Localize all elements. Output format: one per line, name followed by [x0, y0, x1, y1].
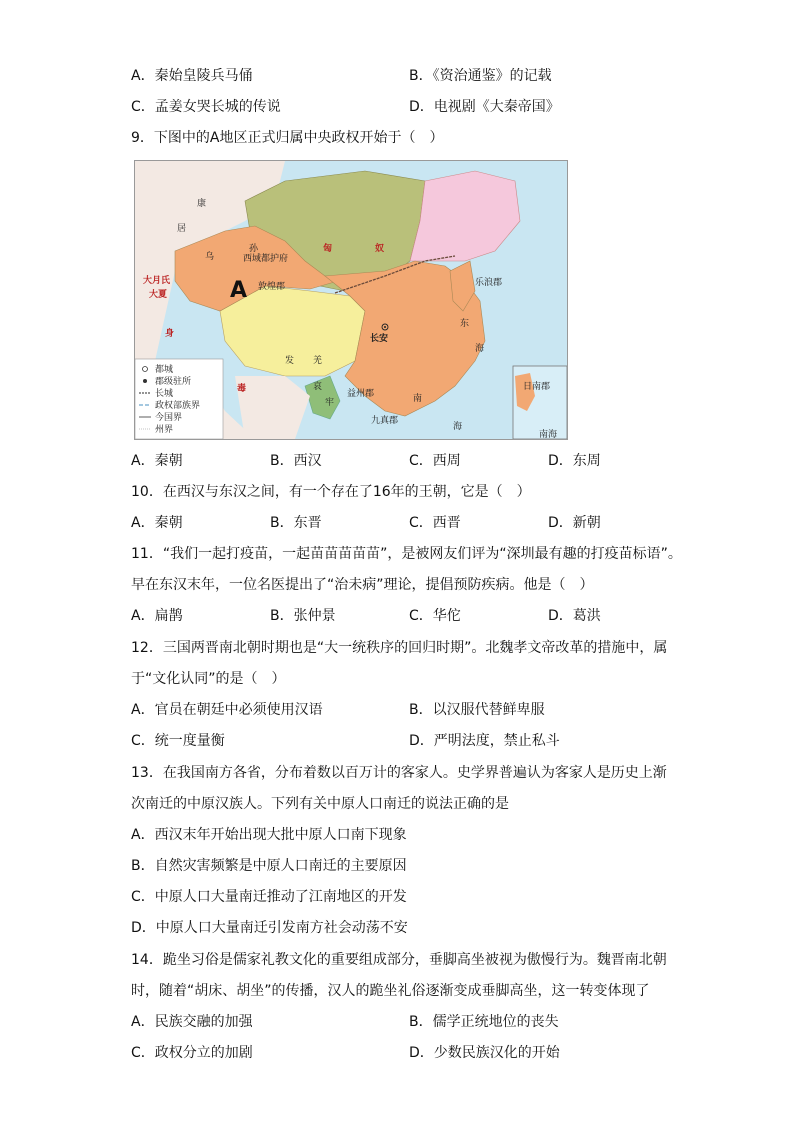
- q12-stem-line1: 12．三国两晋南北朝时期也是“大一统秩序的回归时期”。北魏孝文帝改革的措施中，属: [131, 640, 668, 656]
- label-lelang: 乐浪郡: [475, 278, 503, 288]
- q13-option-c: C．中原人口大量南迁推动了江南地区的开发: [131, 889, 407, 905]
- q13-option-d: D．中原人口大量南迁引发南方社会动荡不安: [131, 920, 408, 936]
- q14-stem-line1: 14．跪坐习俗是儒家礼教文化的重要组成部分，垂脚高坐被视为傲慢行为。魏晋南北朝: [131, 952, 667, 968]
- label-nan: 南: [413, 394, 423, 404]
- label-yizhou: 益州郡: [347, 389, 375, 399]
- label-hai2: 海: [453, 422, 463, 432]
- label-kang: 康: [197, 199, 207, 209]
- q8-option-c: C．孟姜女哭长城的传说: [131, 99, 281, 115]
- q9-stem: 9．下图中的A地区正式归属中央政权开始于（ ）: [131, 130, 444, 146]
- label-ju: 居: [177, 224, 187, 234]
- q8-option-d: D．电视剧《大秦帝国》: [409, 99, 560, 115]
- q9-option-a: A．秦朝: [131, 453, 183, 469]
- q10-option-c: C．西晋: [409, 515, 461, 531]
- q14-stem-line2: 时，随着“胡床、胡坐”的传播，汉人的跪坐礼俗逐渐变成垂脚高坐，这一转变体现了: [131, 983, 650, 999]
- label-du2: 毒: [237, 384, 247, 394]
- label-ai: 哀: [313, 382, 323, 392]
- label-daxia: 大夏: [149, 290, 168, 300]
- q12-option-b: B．以汉服代替鲜卑服: [409, 702, 545, 718]
- label-wu: 乌: [205, 252, 215, 262]
- q11-option-b: B．张仲景: [270, 608, 336, 624]
- q14-option-a: A．民族交融的加强: [131, 1014, 253, 1030]
- q12-option-c: C．统一度量衡: [131, 733, 225, 749]
- label-lao: 牢: [325, 398, 335, 408]
- q10-stem: 10．在西汉与东汉之间，有一个存在了16年的王朝，它是（ ）: [131, 484, 531, 500]
- label-qiang-2: 羌: [313, 356, 323, 366]
- q12-stem-line2: 于“文化认同”的是（ ）: [131, 671, 286, 687]
- region-a-letter: A: [230, 278, 248, 303]
- legend-capital: 都城: [155, 365, 174, 375]
- label-shen: 身: [165, 329, 175, 339]
- label-dong: 东: [460, 319, 470, 329]
- q11-stem-line1: 11．“我们一起打疫苗，一起苗苗苗苗苗”，是被网友们评为“深圳最有趣的打疫苗标语”。: [131, 546, 682, 562]
- q9-option-d: D．东周: [548, 453, 601, 469]
- label-rinan: 日南郡: [523, 382, 551, 392]
- q11-option-c: C．华佗: [409, 608, 461, 624]
- q12-option-a: A．官员在朝廷中必须使用汉语: [131, 702, 323, 718]
- q13-option-b: B．自然灾害频繁是中原人口南迁的主要原因: [131, 858, 407, 874]
- q8-option-a: A．秦始皇陵兵马俑: [131, 68, 253, 84]
- q11-option-a: A．扁鹊: [131, 608, 183, 624]
- legend-great-wall: 长城: [155, 389, 174, 399]
- label-xiongnu-2: 奴: [375, 244, 385, 254]
- legend-tribe-boundary: 政权部族界: [155, 401, 201, 411]
- q11-stem-line2: 早在东汉末年，一位名医提出了“治未病”理论，提倡预防疾病。他是（ ）: [131, 577, 594, 593]
- q10-option-a: A．秦朝: [131, 515, 183, 531]
- q14-option-d: D．少数民族汉化的开始: [409, 1045, 560, 1061]
- label-hai: 海: [475, 344, 485, 354]
- q13-option-a: A．西汉末年开始出现大批中原人口南下现象: [131, 827, 407, 843]
- label-qiang-1: 发: [285, 356, 295, 366]
- label-jiuzhen: 九真郡: [371, 416, 399, 426]
- q10-option-d: D．新朝: [548, 515, 601, 531]
- q9-option-b: B．西汉: [270, 453, 322, 469]
- legend-commandery: 郡级驻所: [155, 377, 192, 387]
- q9-option-c: C．西周: [409, 453, 461, 469]
- q13-stem-line2: 次南迁的中原汉族人。下列有关中原人口南迁的说法正确的是: [131, 796, 509, 812]
- q14-option-c: C．政权分立的加剧: [131, 1045, 253, 1061]
- label-nanhai-inset: 南海: [539, 430, 558, 440]
- q10-option-b: B．东晋: [270, 515, 322, 531]
- q13-stem-line1: 13．在我国南方各省，分布着数以百万计的客家人。史学界普遍认为客家人是历史上渐: [131, 765, 667, 781]
- q12-option-d: D．严明法度，禁止私斗: [409, 733, 560, 749]
- q14-option-b: B．儒学正统地位的丧失: [409, 1014, 559, 1030]
- legend-modern-border: 今国界: [155, 413, 183, 423]
- q8-option-b: B．《资治通鉴》的记载: [409, 68, 552, 84]
- legend-province-border: 州界: [155, 425, 174, 435]
- label-dunhuang: 敦煌郡: [258, 282, 286, 292]
- label-changan: 长安: [370, 334, 389, 344]
- label-dayuezhi: 大月氏: [143, 276, 171, 286]
- label-sun: 孙: [249, 244, 259, 254]
- q11-option-d: D．葛洪: [548, 608, 601, 624]
- label-xiyu-protectorate: 西域都护府: [243, 254, 289, 264]
- label-xiongnu-1: 匈: [323, 244, 333, 254]
- han-dynasty-map: [134, 160, 568, 440]
